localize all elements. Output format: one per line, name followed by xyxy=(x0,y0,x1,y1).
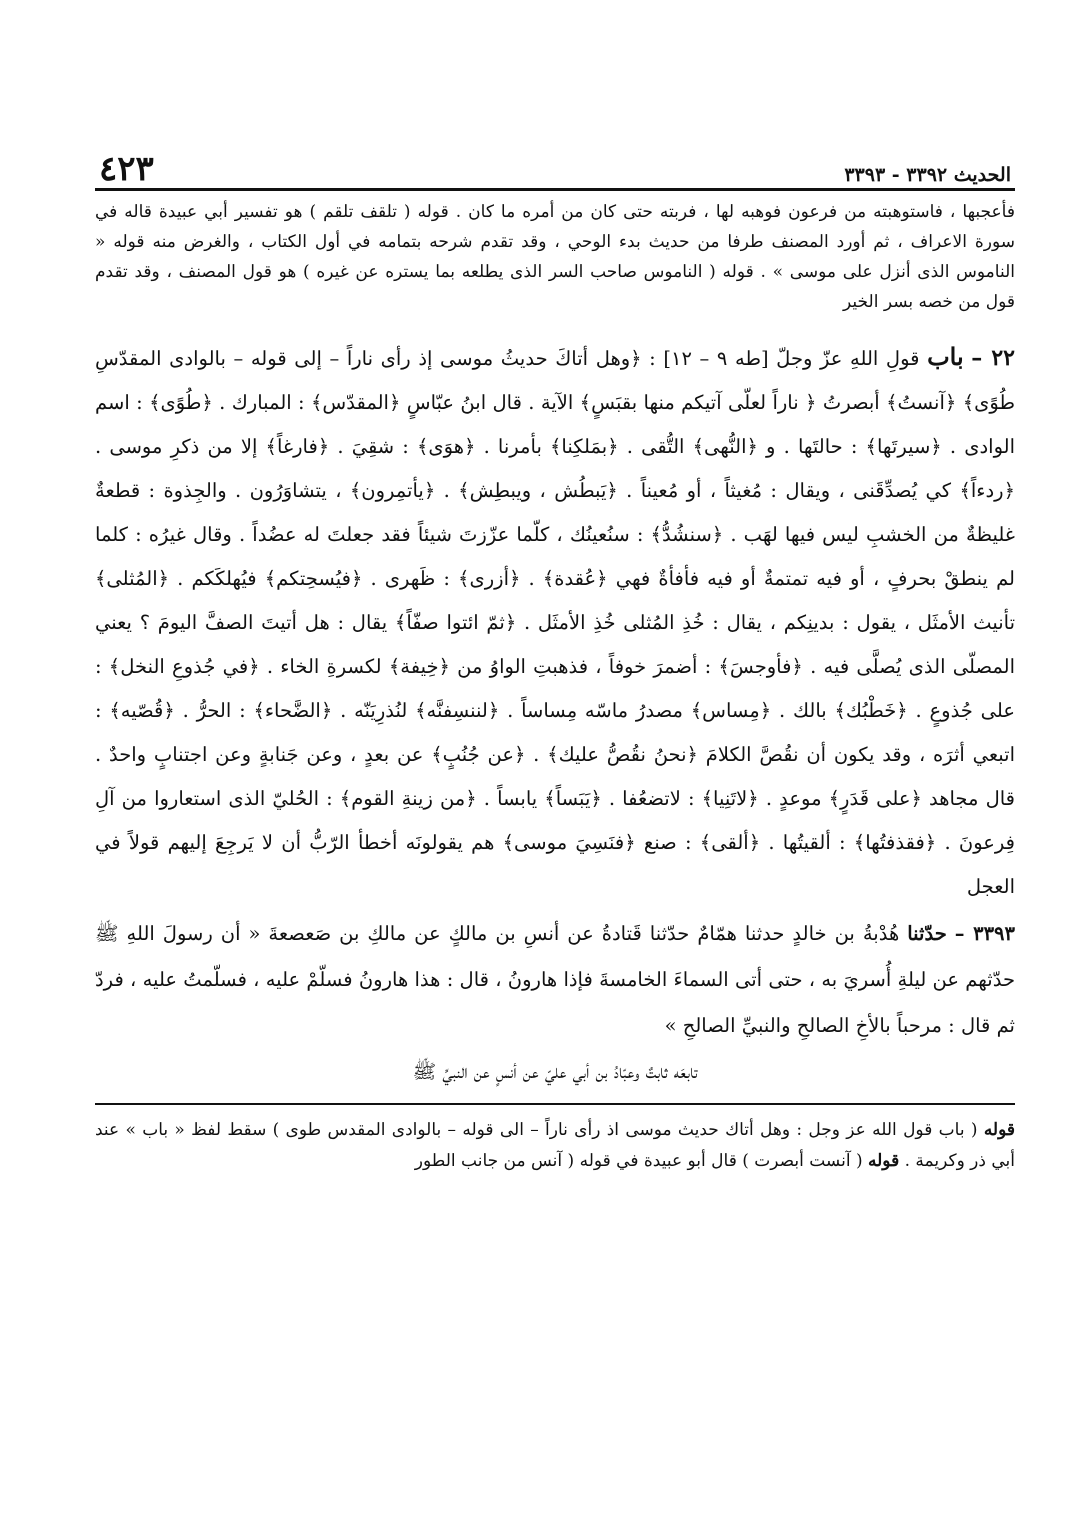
hadith-tabaahu: تابعَه ثابتٌ وعبّادُ بن أبي عليّ عن أنسٍ عن النبيِّ ﷺ xyxy=(412,1060,698,1083)
chapter-bab-word: باب xyxy=(927,342,964,371)
hadith-section xyxy=(95,911,1015,1049)
hadith-haddathana: حدّثنا xyxy=(907,922,947,945)
chapter-number: ٢٢ – xyxy=(971,345,1015,371)
qawluhu-label: قوله xyxy=(868,1151,900,1171)
section-divider xyxy=(95,1103,1015,1105)
qawluhu-label: قوله xyxy=(983,1120,1016,1140)
book-page xyxy=(95,140,1015,1177)
hadith-number: ٣٣٩٣ – xyxy=(954,922,1016,945)
page-header xyxy=(95,140,1015,191)
chapter-text: قولِ اللهِ عزّ وجلّ [طه ٩ – ١٢] : ﴿وهل أتاكَ حديثُ موسى إذ رأى ناراً – إلى قوله – بالوادى المقدّسِ طُوًى﴾ ﴿آنستُ﴾ أبصرتُ ﴿ ناراً لعلّى آتيكم منها بقبَسٍ﴾ الآية . قال ابنُ عبّاسٍ ﴿المقدّس﴾ : المبارك . ﴿طُوًى﴾ : اسم الوادى . ﴿سيرتَها﴾ : حالتَها . و ﴿النُّهى﴾ التُّقى . ﴿بمَلكِنا﴾ بأمرنا . ﴿هوَى﴾ : شقِيَ . ﴿فارغاً﴾ إلا من ذكرِ موسى . ﴿ردءاً﴾ كي يُصدِّقَنى ، ويقال : مُغيثاً ، أو مُعيناً . ﴿يَبطُش ، ويبطِش﴾ . ﴿يأتمِرون﴾ ، يتشاوَرُون . والجِذوة : قطعةٌ غليظةٌ من الخشبِ ليس فيها لهَب . ﴿سنشُدُّ﴾ : سنُعينُك ، كلّما عزّزتَ شيئاً فقد جعلتَ له عضُداً . وقال غيرُه : كلما لم ينطقْ بحرفٍ ، أو فيه تمتمةٌ أو فيه فأفأةٌ فهي ﴿عُقدة﴾ . ﴿أزرى﴾ : ظَهرى . ﴿فيُسحِتكم﴾ فيُهلكَكم . ﴿المُثلى﴾ تأنيث الأمثَل ، يقول : بدينِكم ، يقال : خُذِ المُثلى خُذِ الأمثَل . ﴿ثمّ ائتوا صفّاً﴾ يقال : هل أتيتَ الصفَّ اليومَ ؟ يعني المصلّى الذى يُصلَّى فيه . ﴿فأوجسَ﴾ : أضمرَ خوفاً ، فذهبتِ الواوُ من ﴿خِيفة﴾ لكسرةِ الخاء . ﴿في جُذوعِ النخل﴾ : على جُذوعٍ . ﴿خَطْبُك﴾ بالك . ﴿مِساس﴾ مصدرُ ماسّه مِساساً . ﴿لننسِفنَّه﴾ لنُذرِيَنّه . ﴿الضَّحاء﴾ : الحرُّ . ﴿قُصّيه﴾ : اتبعي أثرَه ، وقد يكون أن نقُصَّ الكلامَ ﴿نحنُ نقُصُّ عليك﴾ . ﴿عن جُنُبٍ﴾ عن بعدٍ ، وعن جَنابةٍ وعن اجتنابٍ واحدٌ . قال مجاهد ﴿على قَدَرٍ﴾ موعدٍ . ﴿لاتَنِيا﴾ : لاتضعُفا . ﴿يَبَساً﴾ يابساً . ﴿من زينةِ القوم﴾ : الحُليّ الذى استعاروا من آلِ فِرعونَ . ﴿فقذفتُها﴾ : ألقيتُها . ﴿ألقى﴾ : صنع ﴿فنَسِيَ موسى﴾ هم يقولونَه أخطأ الرّبُّ أن لا يَرجِعَ إليهم قولاً في العجل xyxy=(95,347,1015,898)
commentary-text: ( آنست أبصرت ) قال أبو عبيدة في قوله ( آنس من جانب الطور xyxy=(414,1151,863,1171)
hadith-text: هُدْبةُ بن خالدٍ حدثنا همّامٌ حدّثنا قَتادةُ عن أنسِ بن مالكٍ عن مالكِ بن صَعصعةَ « أن رسولَ اللهِ ﷺ حدّثهم عن ليلةِ أُسريَ به ، حتى أتى السماءَ الخامسةَ فإذا هارونُ ، قال : هذا هارونُ فسلّمْ عليه ، فسلّمتُ عليه ، فردّ ثم قال : مرحباً بالأخِ الصالحِ والنبيِّ الصالحِ » xyxy=(95,922,1015,1037)
commentary-paragraph-top: فأعجبها ، فاستوهبته من فرعون فوهبه لها ، فربته حتى كان من أمره ما كان . قوله ( تلقف تلقم ) هو تفسير أبي عبيدة قاله في سورة الاعراف ، ثم أورد المصنف طرفا من حديث بدء الوحي ، وقد تقدم شرحه بتمامه في أول الكتاب ، والغرض منه قوله « الناموس الذى أنزل على موسى » . قوله ( الناموس صاحب السر الذى يطلعه بما يستره عن غيره ) هو قول المصنف ، وقد تقدم قول من خصه بسر الخير xyxy=(95,202,1015,312)
chapter-section xyxy=(95,335,1015,909)
commentary-text: ( باب قول الله عز وجل : وهل أتاك حديث موسى اذ رأى ناراً – الى قوله – بالوادى المقدس طوى ) سقط لفظ « باب » عند أبي ذر وكريمة . xyxy=(95,1120,1015,1171)
running-title: الحديث ٣٣٩٢ - ٣٣٩٣ xyxy=(844,164,1011,186)
commentary-paragraph-bottom xyxy=(95,1115,1015,1177)
page-number: ٤٢٣ xyxy=(99,149,154,189)
